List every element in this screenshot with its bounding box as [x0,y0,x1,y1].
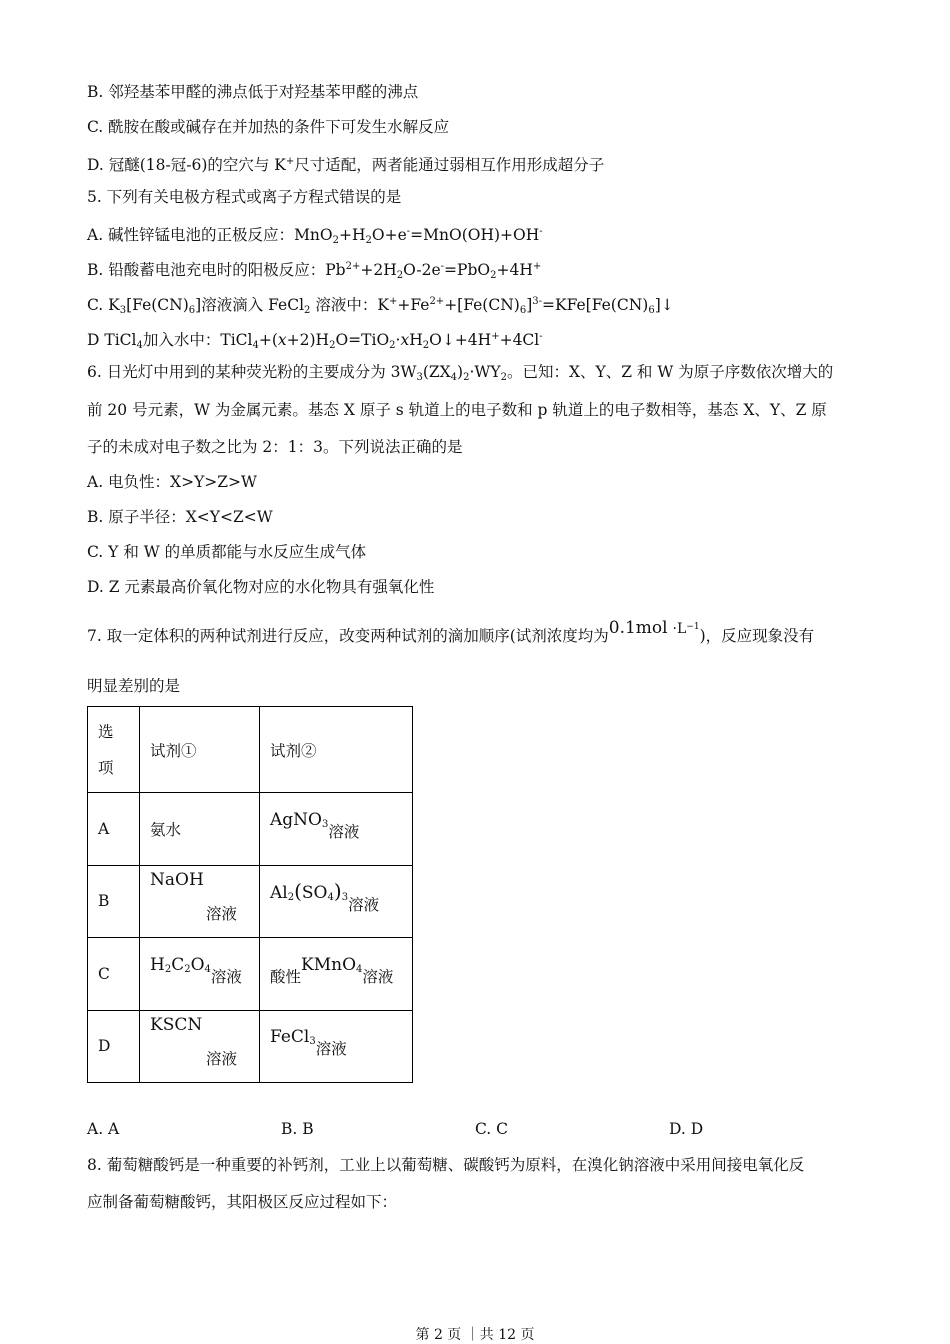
row-reagent-1: $H_2C_2O_4$溶液 [140,938,260,1011]
table-row [88,1010,413,1083]
q4-option-d: D. 冠醚(18-冠-6)的空穴与 K+尺寸适配，两者能通过弱相互作用形成超分子 [87,156,605,174]
q5-option-d: D TiCl$_4$加入水中：$TiCl_4+(x+2)H_2O=TiO_2\cdot xH_2O↓+4H^++4Cl^-$ [87,331,543,351]
q6-option-d: D. Z 元素最高价氧化物对应的水化物具有强氧化性 [87,578,435,596]
q7-option-a: A. A [87,1120,120,1138]
q7-option-b: B. B [281,1120,314,1138]
q7-stem-line1: 7. 取一定体积的两种试剂进行反应，改变两种试剂的滴加顺序(试剂浓度均为$0.1mol \cdot L^{-1}$)，反应现象没有 [87,618,815,645]
q6-stem-line1: 6. 日光灯中用到的某种荧光粉的主要成分为 $3W_3(ZX_4)_2\cdot WY_2$。已知：X、Y、Z 和 W 为原子序数依次增大的 [87,363,834,383]
header-reagent-2: 试剂② [260,707,413,793]
row-reagent-2: AgNO$_3$溶液 [260,793,413,866]
row-reagent-1: KSCN 溶液 [140,1010,260,1083]
row-reagent-2: FeCl$_3$溶液 [260,1010,413,1083]
q6-option-b: B. 原子半径：X<Y<Z<W [87,508,273,526]
row-option: B [88,865,140,938]
page-footer: 第 2 页 ｜共 12 页 [415,1327,535,1343]
row-option: A [88,793,140,866]
q5-stem: 5. 下列有关电极方程式或离子方程式错误的是 [87,188,402,206]
q6-option-c: C. Y 和 W 的单质都能与水反应生成气体 [87,543,367,561]
q8-stem-line2: 应制备葡萄糖酸钙，其阳极区反应过程如下： [87,1193,398,1211]
row-option: C [88,938,140,1011]
q6-stem-line3: 子的未成对电子数之比为 2：1：3。下列说法正确的是 [87,438,463,456]
q4-option-c: C. 酰胺在酸或碱存在并加热的条件下可发生水解反应 [87,118,450,136]
header-reagent-1: 试剂① [140,707,260,793]
row-reagent-2: $Al_2(SO_4)_3$溶液 [260,865,413,938]
q7-option-c: C. C [475,1120,509,1138]
row-reagent-1: NaOH 溶液 [140,865,260,938]
reagent-table [87,706,413,1083]
q5-option-a: A. 碱性锌锰电池的正极反应：$MnO_2+H_2O+e^-=MnO(OH)+OH^-$ [87,226,543,246]
header-option: 选 项 [88,707,140,793]
q7-option-d: D. D [669,1120,704,1138]
table-row [88,938,413,1011]
q6-stem-line2: 前 20 号元素，W 为金属元素。基态 X 原子 s 轨道上的电子数和 p 轨道上的电子数相等，基态 X、Y、Z 原 [87,401,827,419]
q7-stem-line2: 明显差别的是 [87,677,181,695]
row-reagent-1: 氨水 [140,793,260,866]
table-row [88,793,413,866]
q5-option-b: B. 铅酸蓄电池充电时的阳极反应：$Pb^{2+}+2H_2O-2e^-=PbO_2+4H^+$ [87,261,542,281]
q5-option-c: C. $K_3[Fe(CN)_6]$溶液滴入 FeCl$_2$ 溶液中：$K^++Fe^{2+}+[Fe(CN)_6]^{3-}=KFe[Fe(CN)_6]↓$ [87,296,674,316]
row-reagent-2: 酸性KMnO$_4$溶液 [260,938,413,1011]
table-row [88,865,413,938]
table-header-row [88,707,413,793]
row-option: D [88,1010,140,1083]
q4-option-b: B. 邻羟基苯甲醛的沸点低于对羟基苯甲醛的沸点 [87,83,419,101]
q6-option-a: A. 电负性：X>Y>Z>W [87,473,257,491]
q8-stem-line1: 8. 葡萄糖酸钙是一种重要的补钙剂，工业上以葡萄糖、碳酸钙为原料，在溴化钠溶液中采用间接电氧化反 [87,1156,805,1174]
